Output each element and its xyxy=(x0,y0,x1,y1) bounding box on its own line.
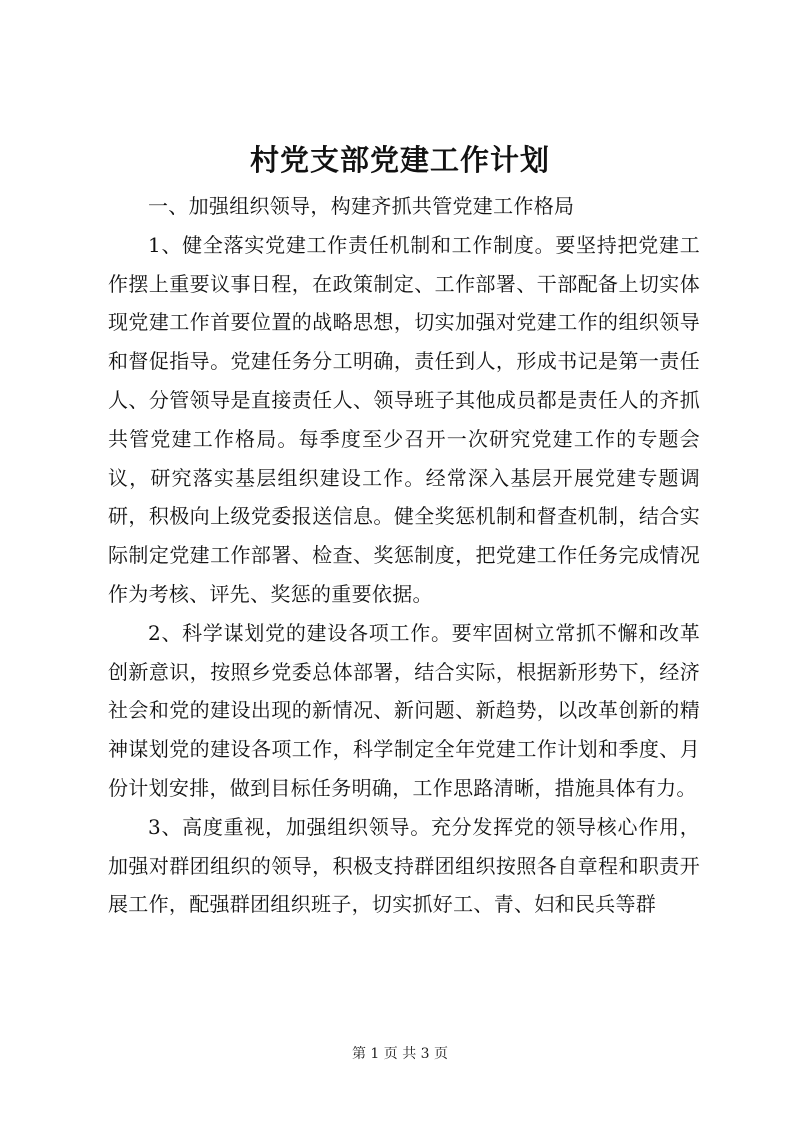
document-title: 村党支部党建工作计划 xyxy=(249,143,550,177)
paragraph-3: 3、高度重视，加强组织领导。充分发挥党的领导核心作用，加强对群团组织的领导，积极支持群团组织按照各自章程和职责开展工作，配强群团组织班子，切实抓好工、青、妇和民兵等群 xyxy=(108,814,700,917)
document-body xyxy=(108,187,700,924)
page-number-footer: 第 1 页 共 3 页 xyxy=(351,1046,449,1062)
section-heading: 一、加强组织领导，构建齐抓共管党建工作格局 xyxy=(148,194,575,218)
paragraph-1: 1、健全落实党建工作责任机制和工作制度。要坚持把党建工作摆上重要议事日程，在政策制定、工作部署、干部配备上切实体现党建工作首要位置的战略思想，切实加强对党建工作的组织领导和督促指导。党建任务分工明确，责任到人，形成书记是第一责任人、分管领导是直接责任人、领导班子其他成员都是责任人的齐抓共管党建工作格局。每季度至少召开一次研究党建工作的专题会议，研究落实基层组织建设工作。经常深入基层开展党建专题调研，积极向上级党委报送信息。健全奖惩机制和督查机制，结合实际制定党建工作部署、检查、奖惩制度，把党建工作任务完成情况作为考核、评先、奖惩的重要依据。 xyxy=(108,232,700,606)
paragraph-2: 2、科学谋划党的建设各项工作。要牢固树立常抓不懈和改革创新意识，按照乡党委总体部署，结合实际，根据新形势下，经济社会和党的建设出现的新情况、新问题、新趋势，以改革创新的精神谋划党的建设各项工作，科学制定全年党建工作计划和季度、月份计划安排，做到目标任务明确，工作思路清晰，措施具体有力。 xyxy=(108,620,700,800)
